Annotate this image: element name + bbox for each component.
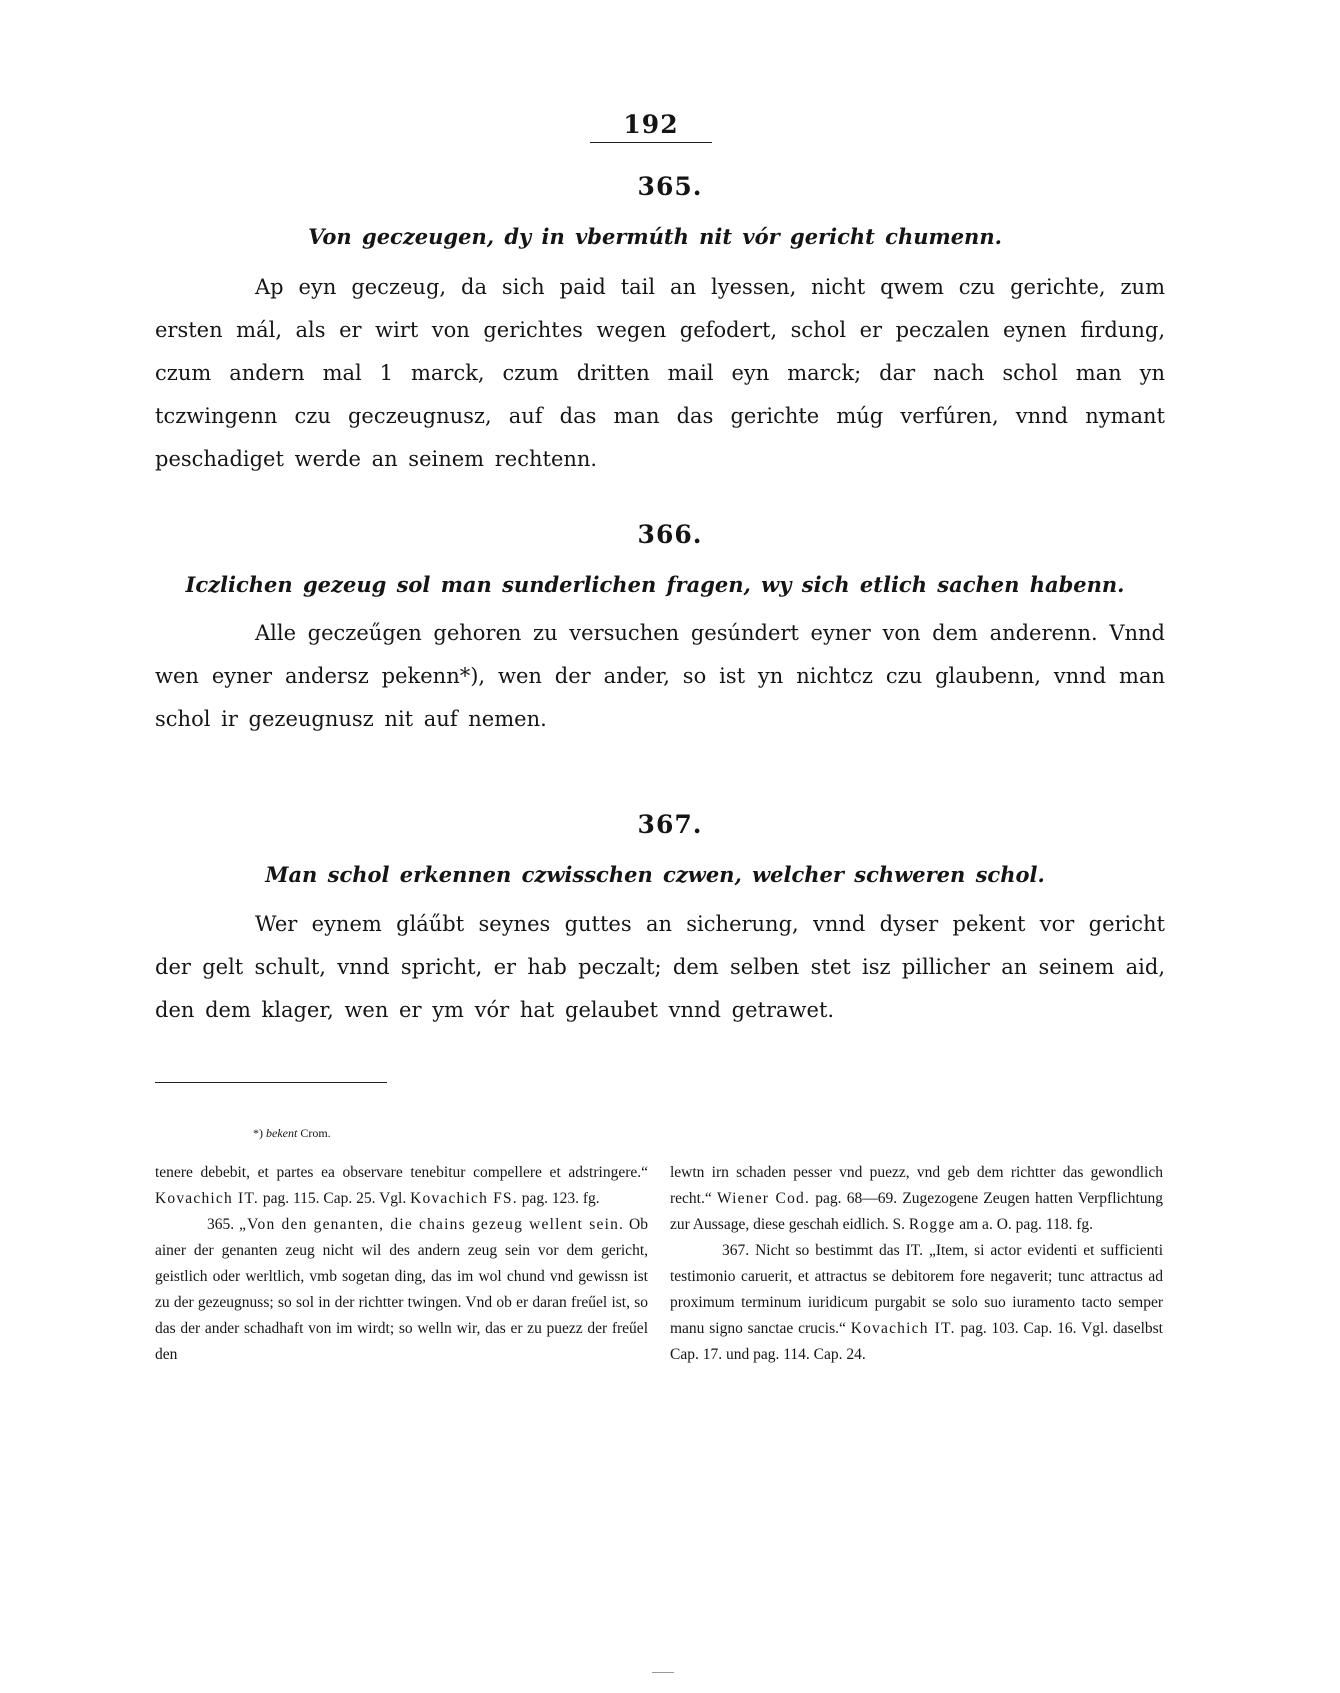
section-body-365 [155,266,1165,481]
section-number-366: 366. [637,520,703,549]
section-title-365: Von geczeugen, dy in vbermúth nit vór gericht chumenn. [308,224,1002,249]
note-text: lewtn irn schaden pesser vnd puezz, vnd geb dem richtter das gewondlich recht.“ [670,1164,1163,1207]
footnote-word: bekent [266,1126,298,1140]
note-text: pag. 123. fg. [517,1190,600,1207]
section-title-366: Iczlichen gezeug sol man sunderlichen fragen, wy sich etlich sachen habenn. [185,572,1125,597]
page-number: 192 [623,110,679,139]
note-367 [670,1238,1163,1368]
note-text: pag. 68—69. Zugezogene Zeugen hatten Verpflichtung zur Aussage, diese geschah eidlich. S. [670,1190,1164,1233]
page-number-rule [590,142,712,143]
note-quote-title: „Von den genanten, die chains gezeug wellent sein. [239,1216,625,1233]
section-paragraph-366: Alle geczeűgen gehoren zu versuchen gesúndert eyner von dem anderenn. Vnnd wen eyner andersz pekenn*), wen der ander, so ist yn nichtcz czu glaubenn, vnnd man schol ir gezeugnusz nit auf nemen. [155,621,1165,731]
footnote-rule [155,1082,387,1083]
note-right-continuation [670,1160,1163,1238]
section-title-367: Man schol erkennen czwisschen czwen, welcher schweren schol. [265,862,1045,887]
note-citation: Kovachich IT. [850,1320,956,1337]
section-body-366 [155,612,1165,741]
note-365 [155,1212,648,1368]
section-paragraph-365: Ap eyn geczeug, da sich paid tail an lyessen, nicht qwem czu gerichte, zum ersten mál, als er wirt von gerichtes wegen gefodert, schol er peczalen eynen firdung, czum andern mal 1 marck, czum dritten mail eyn marck; dar nach schol man yn tczwingenn czu geczeugnusz, auf das man das gerichte múg verfúren, vnnd nymant peschadiget werde an seinem rechtenn. [155,275,1165,471]
note-text: pag. 115. Cap. 25. Vgl. [258,1190,411,1207]
note-citation: Wiener Cod. [716,1190,811,1207]
notes-left-column [155,1160,648,1368]
footnote-bekent [253,1126,331,1141]
note-left-continuation [155,1160,648,1212]
note-number: 367. [722,1242,756,1259]
note-text: Ob ainer der genanten zeug nicht wil des andern zeug sein vor dem gericht, geistlich oder werltlich, vmb sogetan ding, das im wol chund vnd gewissn ist zu der gezeugnuss; so sol in der richtter twingen. Vnd ob er daran freűel ist, so das der ander schadhaft von im wirdt; so welln wir, das er zu puezz der freűel den [155,1216,649,1363]
note-text: tenere debebit, et partes ea observare tenebitur compellere et adstringere.“ [155,1164,648,1181]
note-text: pag. 103. Cap. 16. Vgl. daselbst Cap. 17. und pag. 114. Cap. 24. [670,1320,1163,1363]
footnote-source: Crom. [300,1126,331,1140]
section-number-365: 365. [637,172,703,201]
note-number: 365. [207,1216,240,1233]
section-number-367: 367. [637,810,703,839]
bottom-mark [652,1672,674,1673]
footnote-marker: *) [253,1126,263,1140]
note-text: Nicht so bestimmt das IT. „Item, si actor evidenti et sufficienti testimonio caruerit, et attractus se debitorem fore negaverit; tunc attractus ad proximum terminum iuridicum purgabit se solo suo iuramento tacto semper manu signo sanctae crucis.“ [670,1242,1164,1337]
note-text: am a. O. pag. 118. fg. [955,1216,1093,1233]
note-citation: Rogge [908,1216,956,1233]
section-body-367 [155,903,1165,1032]
notes-right-column [670,1160,1163,1368]
section-paragraph-367: Wer eynem gláűbt seynes guttes an sicherung, vnnd dyser pekent vor gericht der gelt schult, vnnd spricht, er hab peczalt; dem selben stet isz pillicher an seinem aid, den dem klager, wen er ym vór hat gelaubet vnnd getrawet. [155,912,1165,1022]
note-citation: Kovachich FS. [410,1190,518,1207]
note-citation: Kovachich IT. [155,1190,259,1207]
